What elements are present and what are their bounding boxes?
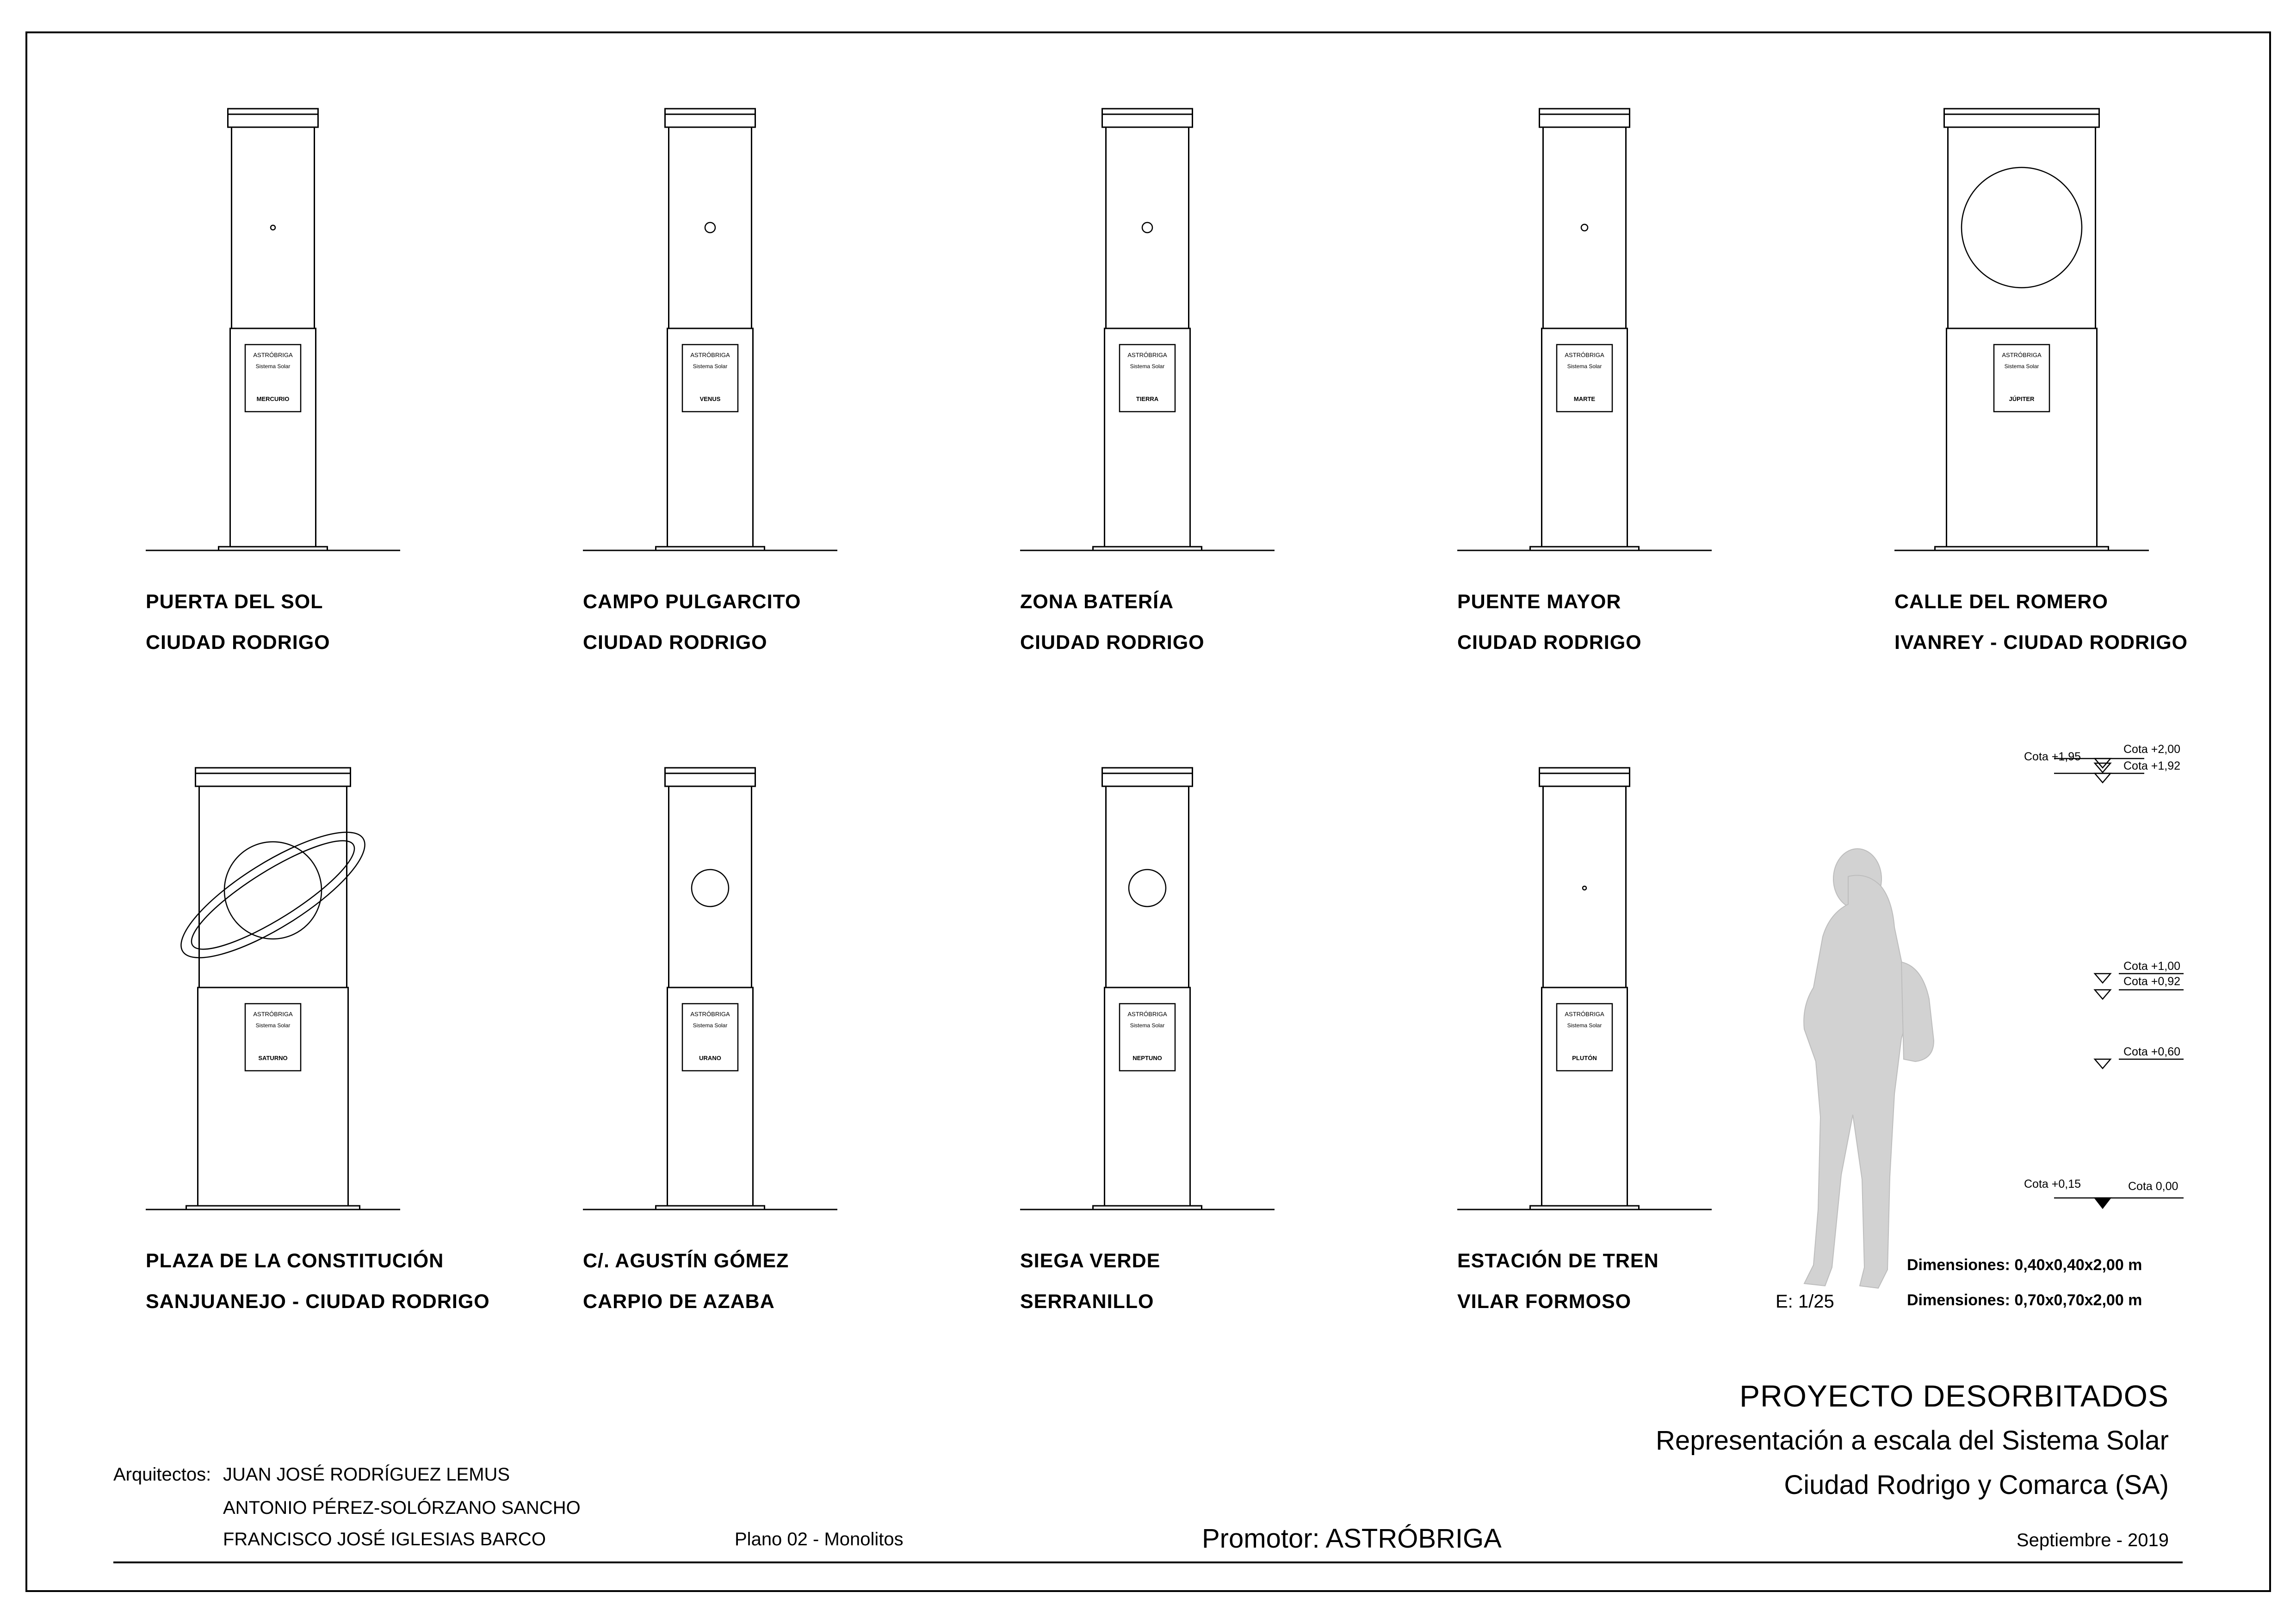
date-label: Septiembre - 2019 <box>2016 1530 2169 1550</box>
monolith-town: CIUDAD RODRIGO <box>1457 631 1642 654</box>
saturn-ring <box>166 811 380 979</box>
glass-shaft <box>232 127 315 328</box>
level-label-200: Cota +2,00 <box>2123 743 2181 756</box>
glass-shaft <box>1106 127 1189 328</box>
architect-2: ANTONIO PÉREZ-SOLÓRZANO SANCHO <box>223 1498 581 1518</box>
plate-planet-name: URANO <box>699 1055 721 1061</box>
planet-sphere <box>271 225 275 230</box>
monolith-cap <box>665 768 755 786</box>
level-label-060: Cota +0,60 <box>2123 1045 2181 1058</box>
plate-subtitle: Sistema Solar <box>1130 1022 1165 1029</box>
monolith-cap <box>665 109 755 127</box>
monolith-place: PUENTE MAYOR <box>1457 591 1621 613</box>
planet-sphere <box>692 870 729 907</box>
plate-planet-name: NEPTUNO <box>1133 1055 1162 1061</box>
plate-brand: ASTRÓBRIGA <box>253 352 293 358</box>
plate-subtitle: Sistema Solar <box>1130 363 1165 370</box>
monolith-place: CALLE DEL ROMERO <box>1894 591 2108 613</box>
monolith-base <box>668 987 753 1206</box>
planet-sphere <box>705 222 715 233</box>
level-label-192: Cota +1,92 <box>2123 759 2181 772</box>
plate-planet-name: MERCURIO <box>256 395 290 402</box>
plate-brand: ASTRÓBRIGA <box>1565 1011 1604 1018</box>
monolith-base <box>1947 328 2097 547</box>
monolith <box>1020 109 1275 550</box>
monolith-cap <box>1102 109 1193 127</box>
project-subtitle: Representación a escala del Sistema Solar <box>1655 1426 2169 1456</box>
monolith-place: ESTACIÓN DE TREN <box>1457 1250 1659 1272</box>
planet-sphere <box>1142 222 1152 233</box>
monolith-town: IVANREY - CIUDAD RODRIGO <box>1894 631 2188 654</box>
monolith-cap <box>1944 109 2099 127</box>
promoter-label: Promotor: ASTRÓBRIGA <box>1202 1524 1502 1554</box>
plate-subtitle: Sistema Solar <box>1567 363 1602 370</box>
plate-brand: ASTRÓBRIGA <box>690 1011 730 1018</box>
monolith-place: CAMPO PULGARCITO <box>583 591 801 613</box>
monolith-town: CIUDAD RODRIGO <box>1020 631 1205 654</box>
plate-planet-name: VENUS <box>699 395 721 402</box>
level-label-000: Cota 0,00 <box>2128 1180 2178 1193</box>
level-label-195: Cota +1,95 <box>2024 750 2081 763</box>
plate-planet-name: SATURNO <box>258 1055 288 1061</box>
monolith-town: SANJUANEJO - CIUDAD RODRIGO <box>146 1290 490 1313</box>
plate-planet-name: MARTE <box>1573 395 1596 402</box>
monolith <box>1020 768 1275 1210</box>
planet-sphere <box>1129 870 1166 907</box>
monolith-place: PLAZA DE LA CONSTITUCIÓN <box>146 1250 444 1272</box>
plate-planet-name: TIERRA <box>1136 395 1159 402</box>
monolith-place: SIEGA VERDE <box>1020 1250 1161 1272</box>
monolith-place: C/. AGUSTÍN GÓMEZ <box>583 1250 789 1272</box>
dimensions-large: Dimensiones: 0,70x0,70x2,00 m <box>1907 1291 2142 1309</box>
monolith-cap <box>1102 768 1193 786</box>
planet-sphere <box>1962 167 2082 288</box>
monolith-base <box>1542 987 1628 1206</box>
glass-shaft <box>1543 127 1626 328</box>
monolith-place: PUERTA DEL SOL <box>146 591 323 613</box>
architect-3: FRANCISCO JOSÉ IGLESIAS BARCO <box>223 1529 546 1549</box>
monolith-base <box>230 328 316 547</box>
planet-sphere <box>1581 224 1588 231</box>
plate-subtitle: Sistema Solar <box>2004 363 2039 370</box>
monolith <box>146 768 400 1210</box>
plate-brand: ASTRÓBRIGA <box>1127 1011 1167 1018</box>
monolith-town: CARPIO DE AZABA <box>583 1290 775 1313</box>
monolith-cap <box>1540 768 1630 786</box>
plan-label: Plano 02 - Monolitos <box>735 1529 904 1549</box>
glass-shaft <box>1543 786 1626 987</box>
human-scale-figure <box>1804 849 1934 1288</box>
plate-brand: ASTRÓBRIGA <box>253 1011 293 1018</box>
plate-brand: ASTRÓBRIGA <box>1565 352 1604 358</box>
plate-brand: ASTRÓBRIGA <box>1127 352 1167 358</box>
dimensions-small: Dimensiones: 0,40x0,40x2,00 m <box>1907 1256 2142 1274</box>
monolith-base <box>198 987 348 1206</box>
plate-brand: ASTRÓBRIGA <box>2002 352 2042 358</box>
monolith-cap <box>196 768 351 786</box>
project-region: Ciudad Rodrigo y Comarca (SA) <box>1784 1470 2169 1500</box>
monolith-base <box>1542 328 1628 547</box>
sheet-frame <box>26 32 2270 1591</box>
monolith <box>1457 768 1712 1210</box>
glass-shaft <box>669 786 752 987</box>
monolith-base <box>1105 987 1190 1206</box>
architects-label: Arquitectos: <box>113 1464 211 1485</box>
plate-planet-name: PLUTÓN <box>1572 1055 1597 1061</box>
monolith-town: SERRANILLO <box>1020 1290 1154 1313</box>
planet-sphere <box>1583 886 1586 890</box>
project-title: PROYECTO DESORBITADOS <box>1739 1379 2169 1413</box>
level-label-100: Cota +1,00 <box>2123 960 2181 973</box>
plate-subtitle: Sistema Solar <box>255 1022 291 1029</box>
architect-1: JUAN JOSÉ RODRÍGUEZ LEMUS <box>223 1464 510 1485</box>
level-label-015: Cota +0,15 <box>2024 1178 2081 1191</box>
plate-planet-name: JÚPITER <box>2009 395 2035 402</box>
planet-sphere <box>224 842 322 939</box>
monolith-base <box>668 328 753 547</box>
monolith-town: CIUDAD RODRIGO <box>583 631 767 654</box>
plate-subtitle: Sistema Solar <box>693 363 728 370</box>
plate-subtitle: Sistema Solar <box>255 363 291 370</box>
monolith-cap <box>1540 109 1630 127</box>
monolith <box>146 109 400 550</box>
monolith <box>1894 109 2149 550</box>
monolith-base <box>1105 328 1190 547</box>
monolith <box>1457 109 1712 550</box>
scale-label: E: 1/25 <box>1776 1291 1834 1312</box>
glass-shaft <box>1106 786 1189 987</box>
glass-shaft <box>1948 127 2096 328</box>
monolith-place: ZONA BATERÍA <box>1020 591 1174 613</box>
monolith <box>583 109 837 550</box>
glass-shaft <box>669 127 752 328</box>
plate-brand: ASTRÓBRIGA <box>690 352 730 358</box>
monolith-town: VILAR FORMOSO <box>1457 1290 1632 1313</box>
monolith <box>583 768 837 1210</box>
monolith-cap <box>228 109 318 127</box>
level-label-092: Cota +0,92 <box>2123 975 2181 988</box>
plate-subtitle: Sistema Solar <box>693 1022 728 1029</box>
plate-subtitle: Sistema Solar <box>1567 1022 1602 1029</box>
monolith-town: CIUDAD RODRIGO <box>146 631 330 654</box>
